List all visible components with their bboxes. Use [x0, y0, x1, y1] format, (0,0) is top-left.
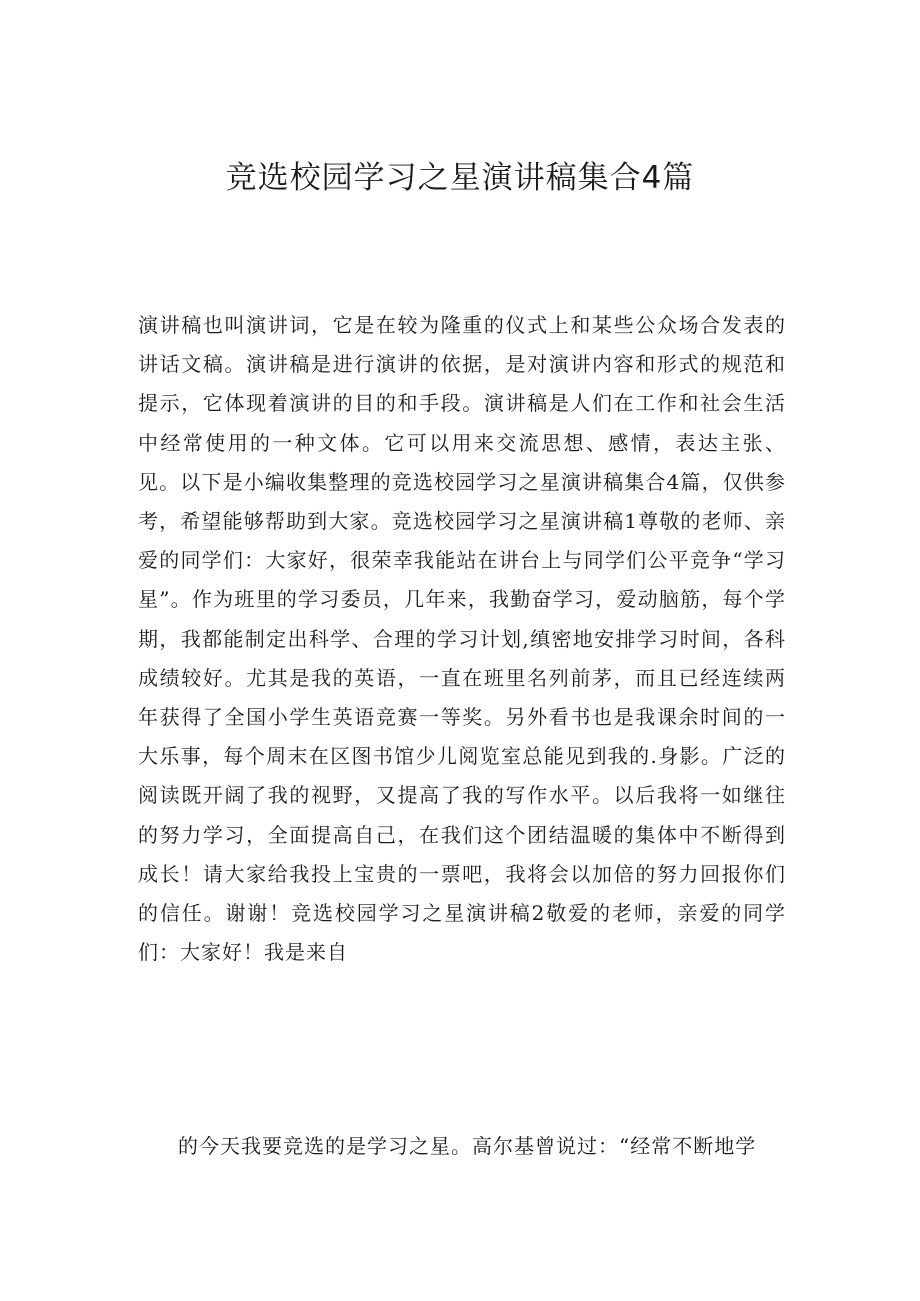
body-paragraph-1: 演讲稿也叫演讲词，它是在较为隆重的仪式上和某些公众场合发表的讲话文稿。演讲稿是进行演讲的依据，是对演讲内容和形式的规范和提示，它体现着演讲的目的和手段。演讲稿是人们在工作和社会生活中经常使用的一种文体。它可以用来交流思想、感情，表达主张、见。以下是小编收集整理的竞选校园学习之星演讲稿集合4篇，仅供参考，希望能够帮助到大家。竞选校园学习之星演讲稿1尊敬的老师、亲爱的同学们：大家好，很荣幸我能站在讲台上与同学们公平竞争“学习星”。作为班里的学习委员，几年来，我勤奋学习，爱动脑筋，每个学期，我都能制定出科学、合理的学习计划,缜密地安排学习时间，各科成绩较好。尤其是我的英语，一直在班里名列前茅，而且已经连续两年获得了全国小学生英语竞赛一等奖。另外看书也是我课余时间的一大乐事，每个周末在区图书馆少儿阅览室总能见到我的.身影。广泛的阅读既开阔了我的视野，又提高了我的写作水平。以后我将一如继往的努力学习，全面提高自己，在我们这个团结温暖的集体中不断得到成长！请大家给我投上宝贵的一票吧，我将会以加倍的努力回报你们的信任。谢谢！竞选校园学习之星演讲稿2敬爱的老师，亲爱的同学们：大家好！我是来自 — [138, 313, 786, 965]
body-paragraph-2: 的今天我要竞选的是学习之星。高尔基曾说过：“经常不断地学 — [178, 1134, 757, 1158]
document-title: 竞选校园学习之星演讲稿集合4篇 — [225, 160, 695, 196]
